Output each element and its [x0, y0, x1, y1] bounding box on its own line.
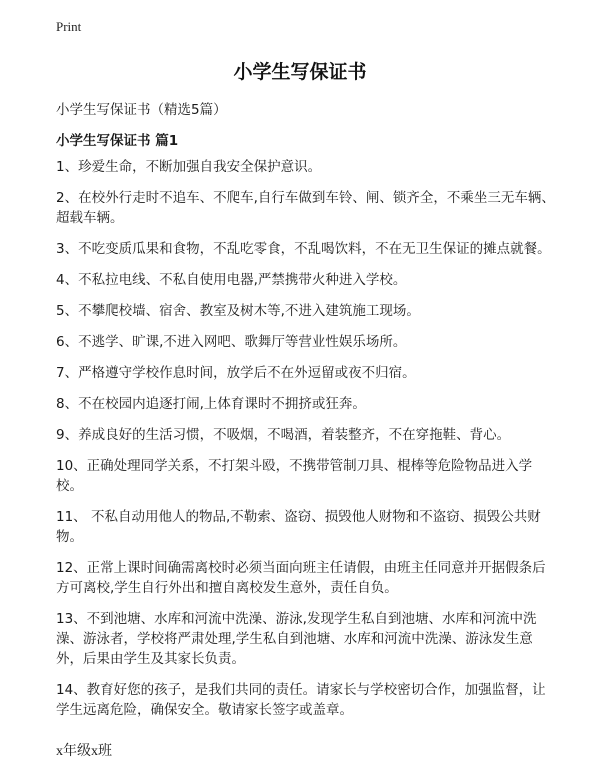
pledge-item: 10、正确处理同学关系，不打架斗殴，不携带管制刀具、棍棒等危险物品进入学校。: [56, 458, 533, 494]
section-heading: 小学生写保证书 篇1: [56, 133, 179, 149]
pledge-item: 4、不私拉电线、不私自使用电器,严禁携带火种进入学校。: [56, 272, 407, 288]
pledge-item: 8、不在校园内追逐打闹,上体育课时不拥挤或狂奔。: [56, 396, 366, 412]
pledge-item: 3、不吃变质瓜果和食物，不乱吃零食，不乱喝饮料，不在无卫生保证的摊点就餐。: [56, 241, 551, 257]
pledge-item: 13、不到池塘、水库和河流中洗澡、游泳,发现学生私自到池塘、水库和河流中洗澡、游泳者，学校将严肃处理,学生私自到池塘、水库和河流中洗澡、游泳发生意外，后果由学生及其家长负责。: [56, 611, 537, 667]
pledge-item: 12、正常上课时间确需离校时必须当面向班主任请假，由班主任同意并开据假条后方可离校,学生自行外出和擅自离校发生意外，责任自负。: [56, 560, 546, 596]
pledge-item: 1、珍爱生命，不断加强自我安全保护意识。: [56, 159, 322, 175]
pledge-item: 5、不攀爬校墙、宿舍、教室及树木等,不进入建筑施工现场。: [56, 303, 420, 319]
pledge-item: 6、不逃学、旷课,不进入网吧、歌舞厅等营业性娱乐场所。: [56, 334, 407, 350]
pledge-list: [56, 157, 556, 731]
document-title: 小学生写保证书: [233, 61, 367, 83]
print-label: Print: [56, 19, 82, 34]
document-subtitle: 小学生写保证书（精选5篇）: [56, 102, 227, 118]
pledge-item: 9、养成良好的生活习惯，不吸烟，不喝酒，着装整齐，不在穿拖鞋、背心。: [56, 427, 511, 443]
class-footer: x年级x班: [56, 744, 112, 759]
pledge-item: 14、教育好您的孩子，是我们共同的责任。请家长与学校密切合作，加强监督，让学生远离危险，确保安全。敬请家长签字或盖章。: [56, 682, 546, 718]
pledge-item: 7、严格遵守学校作息时间，放学后不在外逗留或夜不归宿。: [56, 365, 416, 381]
pledge-item: 2、在校外行走时不追车、不爬车,自行车做到车铃、闸、锁齐全，不乘坐三无车辆、超载车辆。: [56, 190, 555, 226]
pledge-item: 11、 不私自动用他人的物品,不勒索、盗窃、损毁他人财物和不盗窃、损毁公共财物。: [56, 509, 541, 545]
